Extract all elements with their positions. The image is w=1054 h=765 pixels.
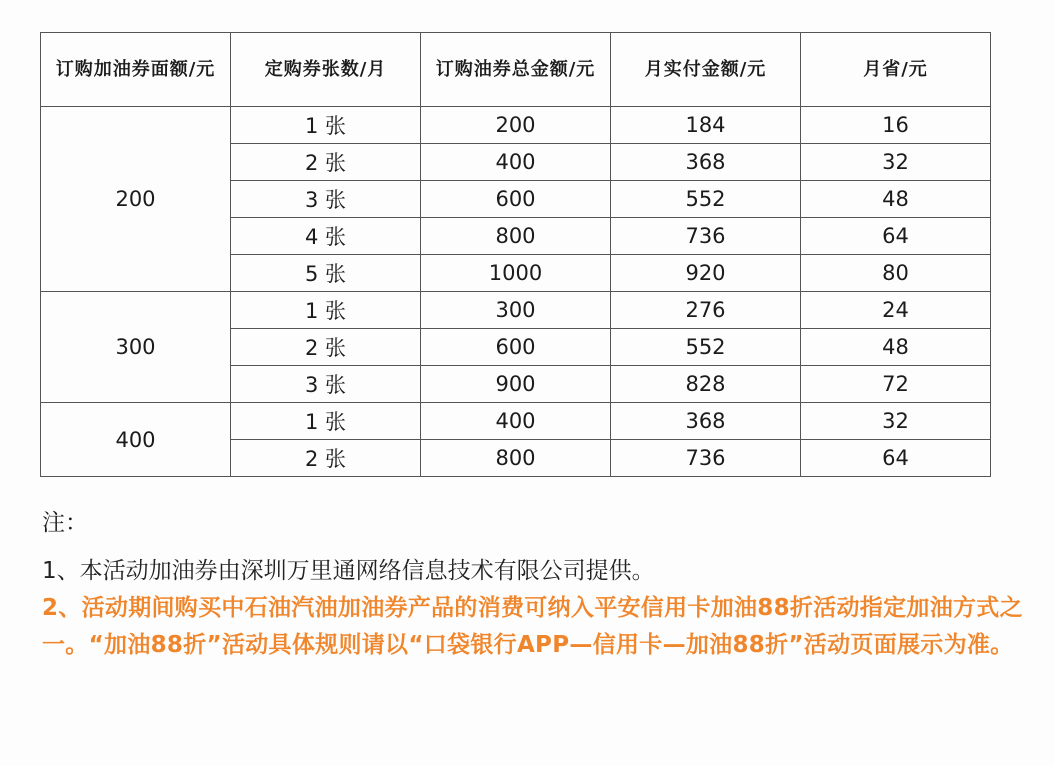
paid-amount-cell: 736 — [611, 218, 801, 255]
saving-cell: 48 — [801, 329, 991, 366]
header-total-amount: 订购油券总金额/元 — [421, 33, 611, 107]
saving-cell: 32 — [801, 144, 991, 181]
table-header-row — [41, 33, 991, 107]
note-item-1: 1、本活动加油券由深圳万里通网络信息技术有限公司提供。 — [42, 558, 655, 584]
header-paid-amount: 月实付金额/元 — [611, 33, 801, 107]
total-amount-cell: 1000 — [421, 255, 611, 292]
total-amount-cell: 200 — [421, 107, 611, 144]
saving-cell: 80 — [801, 255, 991, 292]
total-amount-cell: 400 — [421, 403, 611, 440]
coupon-count-cell: 2 张 — [231, 144, 421, 181]
paid-amount-cell: 184 — [611, 107, 801, 144]
table-row — [41, 403, 991, 440]
table-row — [41, 292, 991, 329]
coupon-count-cell: 3 张 — [231, 181, 421, 218]
saving-cell: 64 — [801, 440, 991, 477]
header-monthly-saving: 月省/元 — [801, 33, 991, 107]
paid-amount-cell: 552 — [611, 329, 801, 366]
total-amount-cell: 600 — [421, 181, 611, 218]
saving-cell: 48 — [801, 181, 991, 218]
coupon-count-cell: 4 张 — [231, 218, 421, 255]
paid-amount-cell: 552 — [611, 181, 801, 218]
paid-amount-cell: 920 — [611, 255, 801, 292]
saving-cell: 16 — [801, 107, 991, 144]
saving-cell: 24 — [801, 292, 991, 329]
saving-cell: 72 — [801, 366, 991, 403]
face-value-cell: 300 — [41, 292, 231, 403]
paid-amount-cell: 276 — [611, 292, 801, 329]
coupon-count-cell: 5 张 — [231, 255, 421, 292]
header-face-value: 订购加油券面额/元 — [41, 33, 231, 107]
coupon-count-cell: 1 张 — [231, 107, 421, 144]
paid-amount-cell: 828 — [611, 366, 801, 403]
header-coupon-count: 定购券张数/月 — [231, 33, 421, 107]
fuel-coupon-table — [40, 32, 991, 477]
total-amount-cell: 800 — [421, 440, 611, 477]
table-row — [41, 107, 991, 144]
total-amount-cell: 800 — [421, 218, 611, 255]
saving-cell: 32 — [801, 403, 991, 440]
coupon-count-cell: 1 张 — [231, 403, 421, 440]
paid-amount-cell: 368 — [611, 144, 801, 181]
face-value-cell: 400 — [41, 403, 231, 477]
coupon-count-cell: 2 张 — [231, 440, 421, 477]
total-amount-cell: 400 — [421, 144, 611, 181]
note-item-2: 2、活动期间购买中石油汽油加油券产品的消费可纳入平安信用卡加油88折活动指定加油方式之一。“加油88折”活动具体规则请以“口袋银行APP—信用卡—加油88折”活动页面展示为准。 — [42, 595, 1023, 658]
paid-amount-cell: 368 — [611, 403, 801, 440]
coupon-count-cell: 2 张 — [231, 329, 421, 366]
saving-cell: 64 — [801, 218, 991, 255]
paid-amount-cell: 736 — [611, 440, 801, 477]
total-amount-cell: 900 — [421, 366, 611, 403]
notes-section — [42, 505, 1032, 664]
total-amount-cell: 600 — [421, 329, 611, 366]
coupon-count-cell: 1 张 — [231, 292, 421, 329]
total-amount-cell: 300 — [421, 292, 611, 329]
face-value-cell: 200 — [41, 107, 231, 292]
notes-heading: 注： — [42, 510, 88, 536]
coupon-count-cell: 3 张 — [231, 366, 421, 403]
